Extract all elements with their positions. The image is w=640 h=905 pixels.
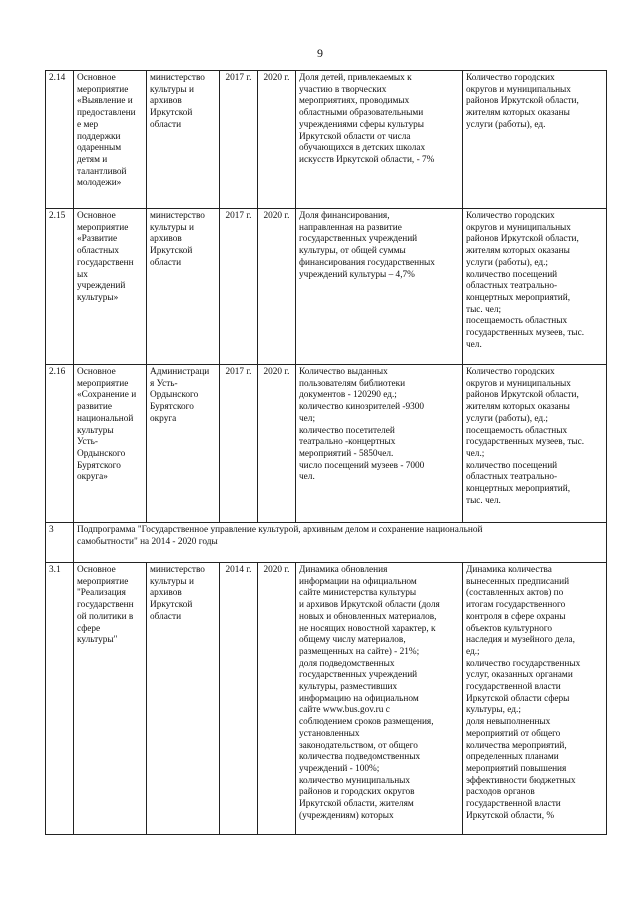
expected-result: Количество выданных пользователям библиотеки документов - 120290 ед.; количество кинозрителей -9300 чел; количество посетителей театрально -концертных мероприятий - 5850чел. число посещений музеев - 7000 чел. <box>296 365 463 523</box>
start-year: 2017 г. <box>220 365 258 523</box>
subprogram-row <box>46 523 607 563</box>
end-year: 2020 г. <box>258 563 296 835</box>
end-year: 2020 г. <box>258 71 296 209</box>
end-year: 2020 г. <box>258 209 296 365</box>
start-year: 2017 г. <box>220 71 258 209</box>
table-row <box>46 71 607 209</box>
activity-name: Основное мероприятие «Сохранение и развитие национальной культуры Усть- Ордынского Бурятского округа» <box>74 365 147 523</box>
executor: министерство культуры и архивов Иркутской области <box>147 209 220 365</box>
expected-result: Динамика обновления информации на официальном сайте министерства культуры и архивов Иркутской области (доля новых и обновленных материалов, не носящих новостной характер, к общему числу материалов, размещенных на сайте) - 21%; доля подведомственных государственных учреждений культуры, разместивших информацию на официальном сайте www.bus.gov.ru с соблюдением сроков размещения, установленных законодательством, от общего количества подведомственных учреждений - 100%; количество муниципальных районов и городских округов Иркутской области, жителям (учреждениям) которых <box>296 563 463 835</box>
subprogram-number: 3 <box>46 523 74 563</box>
target-indicator: Динамика количества вынесенных предписаний (составленных актов) по итогам государственного контроля в сфере охраны объектов культурного наследия и музейного дела, ед.; количество государственных услуг, оказанных органами государственной власти Иркутской области сферы культуры, ед.; доля невыполненных мероприятий от общего количества мероприятий, определенных планами мероприятий повышения эффективности бюджетных расходов органов государственной власти Иркутской области, % <box>463 563 607 835</box>
program-table <box>45 70 607 835</box>
start-year: 2014 г. <box>220 563 258 835</box>
expected-result: Доля детей, привлекаемых к участию в творческих мероприятиях, проводимых областными образовательными учреждениями сферы культуры Иркутской области от числа обучающихся в детских школах искусств Иркутской области, - 7% <box>296 71 463 209</box>
target-indicator: Количество городских округов и муниципальных районов Иркутской области, жителям которых оказаны услуги (работы), ед. <box>463 71 607 209</box>
row-number: 2.16 <box>46 365 74 523</box>
activity-name: Основное мероприятие "Реализация государственн ой политики в сфере культуры" <box>74 563 147 835</box>
target-indicator: Количество городских округов и муниципальных районов Иркутской области, жителям которых оказаны услуги (работы), ед.; количество посещений областных театрально- концертных мероприятий, тыс. чел; посещаемость областных государственных музеев, тыс. чел. <box>463 209 607 365</box>
start-year: 2017 г. <box>220 209 258 365</box>
table-row <box>46 563 607 835</box>
row-number: 2.15 <box>46 209 74 365</box>
target-indicator: Количество городских округов и муниципальных районов Иркутской области, жителям которых оказаны услуги (работы), ед.; посещаемость областных государственных музеев, тыс. чел.; количество посещений областных театрально- концертных мероприятий, тыс. чел. <box>463 365 607 523</box>
activity-name: Основное мероприятие «Выявление и предоставлени е мер поддержки одаренным детям и талантливой молодежи» <box>74 71 147 209</box>
row-number: 2.14 <box>46 71 74 209</box>
page-number: 9 <box>317 46 323 60</box>
subprogram-title: Подпрограмма "Государственное управление культурой, архивным делом и сохранение национальной самобытности" на 2014 - 2020 годы <box>74 523 607 563</box>
activity-name: Основное мероприятие «Развитие областных государственн ых учреждений культуры» <box>74 209 147 365</box>
expected-result: Доля финансирования, направленная на развитие государственных учреждений культуры, от общей суммы финансирования государственных учреждений культуры – 4,7% <box>296 209 463 365</box>
row-number: 3.1 <box>46 563 74 835</box>
table-row <box>46 365 607 523</box>
executor: Администраци я Усть- Ордынского Бурятского округа <box>147 365 220 523</box>
end-year: 2020 г. <box>258 365 296 523</box>
executor: министерство культуры и архивов Иркутской области <box>147 563 220 835</box>
executor: министерство культуры и архивов Иркутской области <box>147 71 220 209</box>
table-row <box>46 209 607 365</box>
